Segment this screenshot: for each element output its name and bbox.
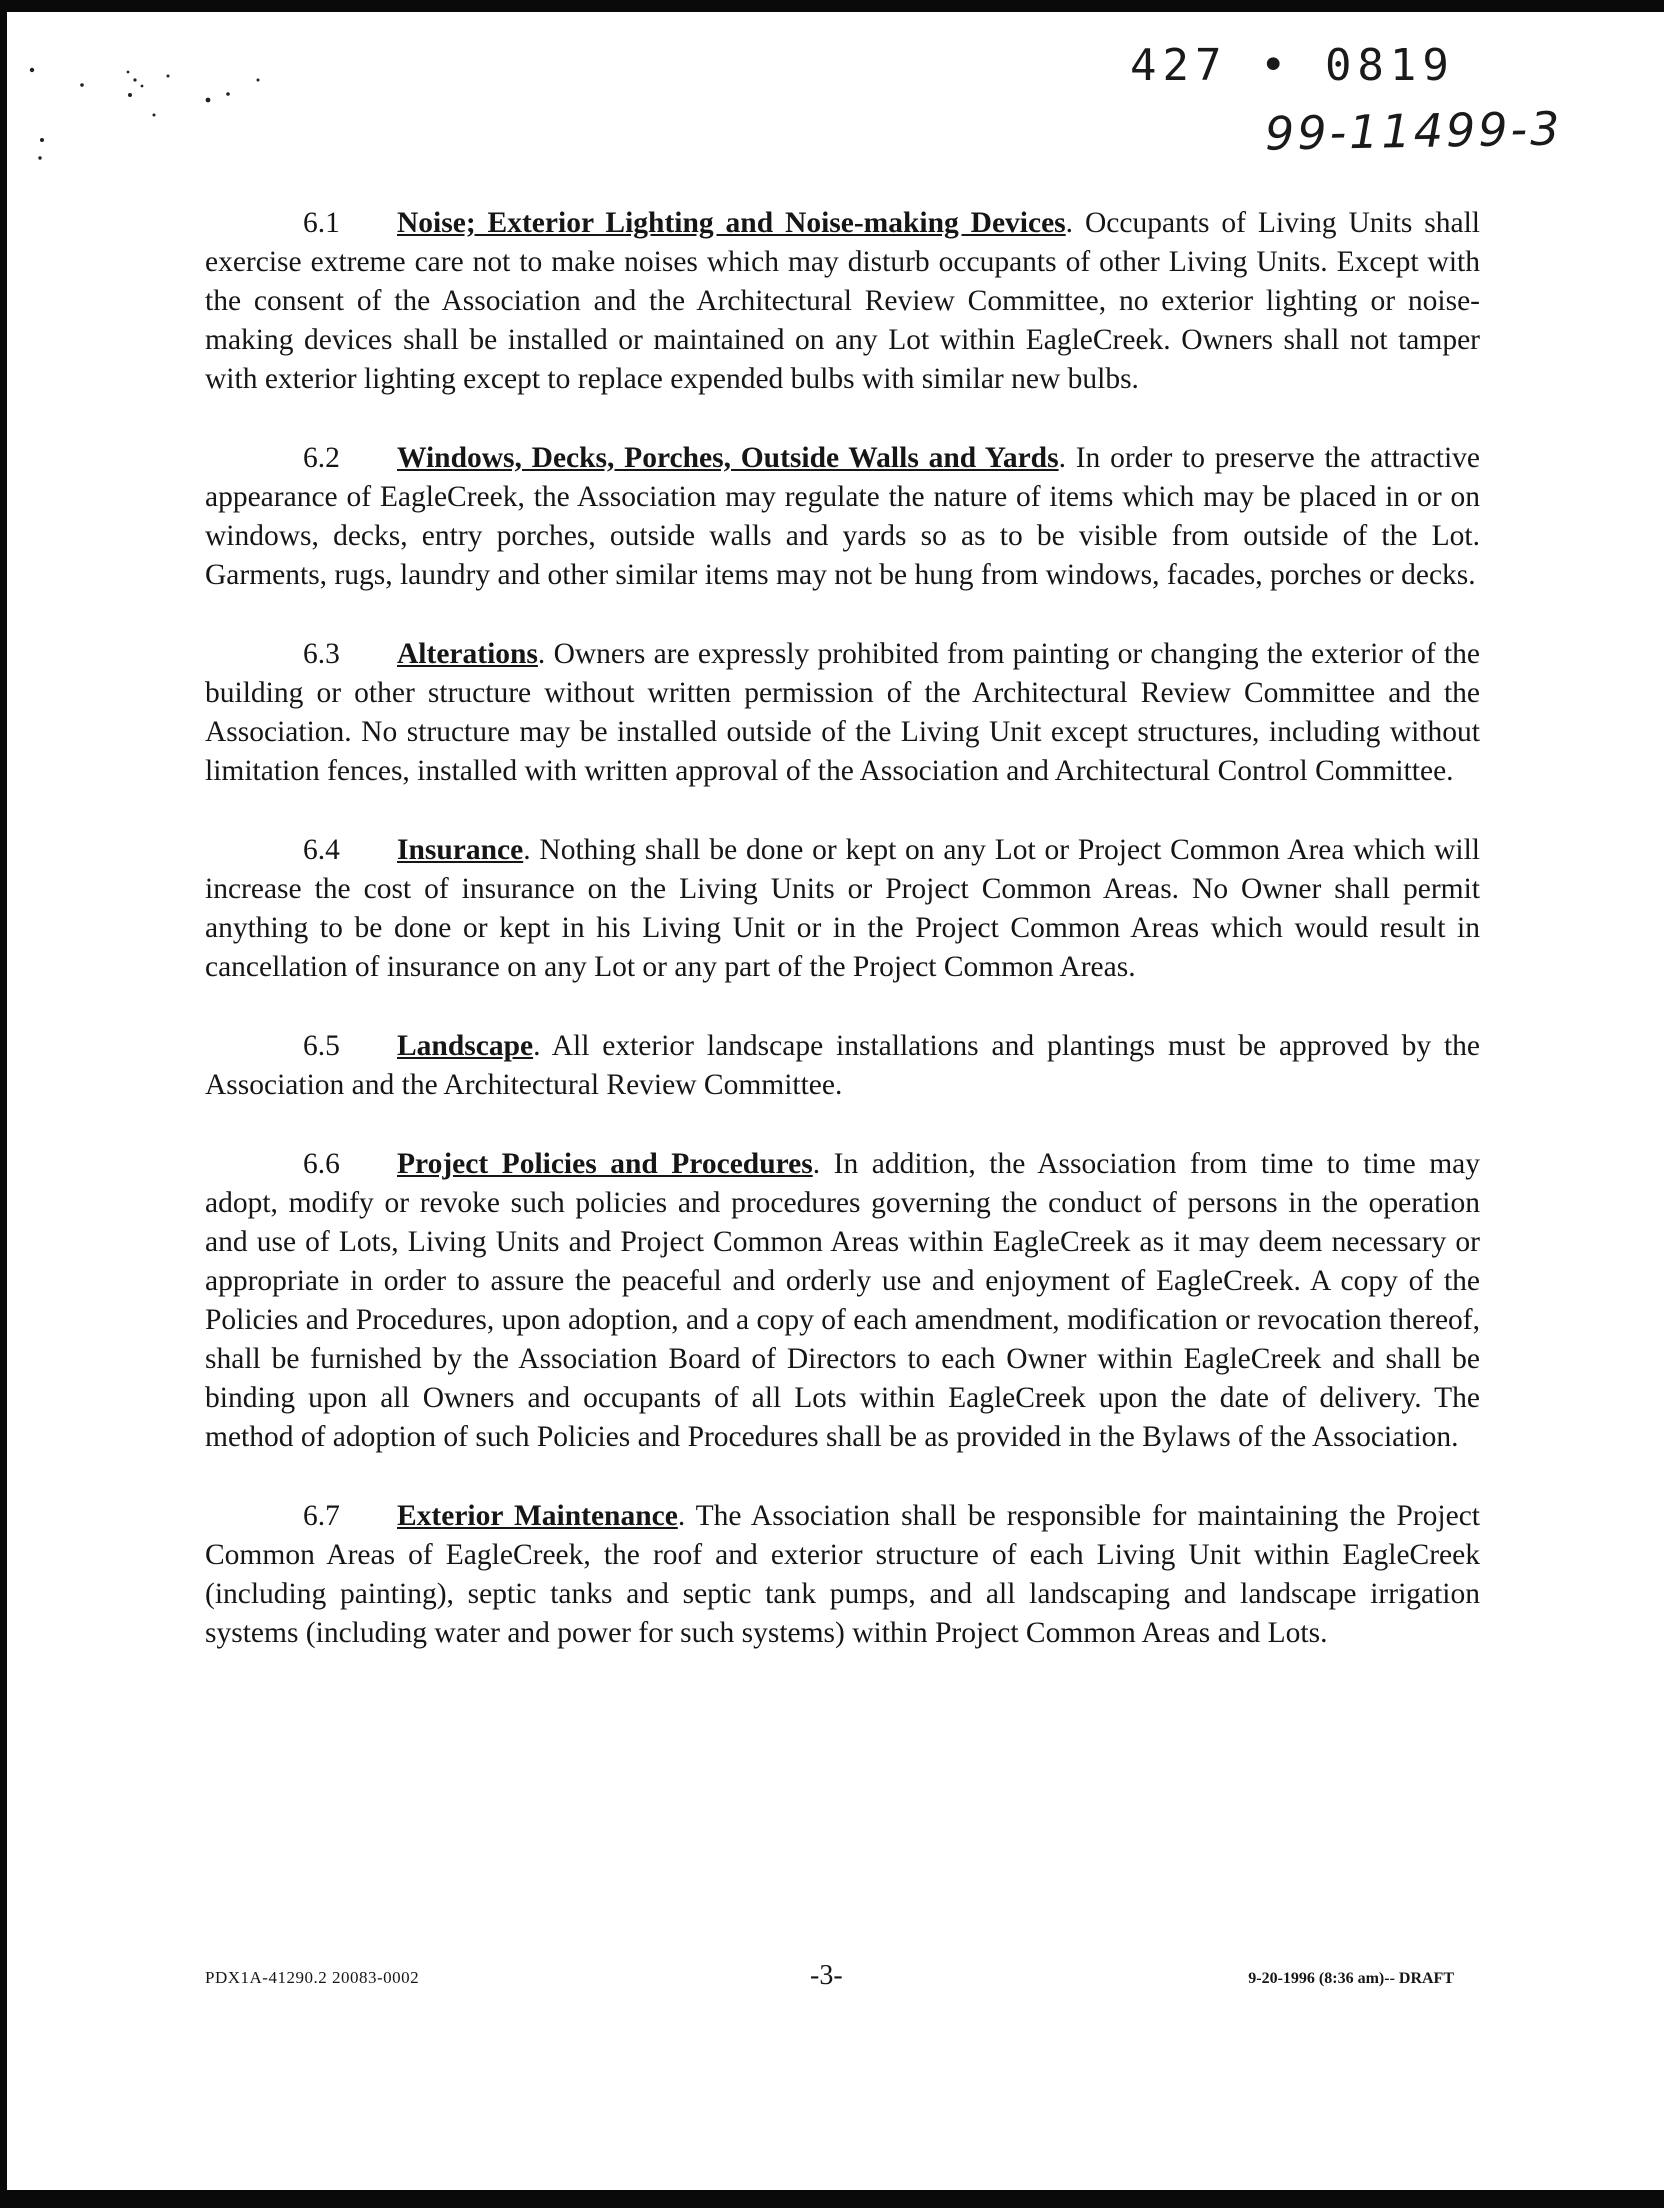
section-6-3: 6.3 Alterations. Owners are expressly prohibited from painting or changing the exterior of the building or other structure without written permission of the Architectural Review Committee and the Association. No structure may be installed outside of the Living Unit except structures, including without limitation fences, installed with written approval of the Association and Architectural Control Committee. bbox=[205, 635, 1480, 791]
section-6-6: 6.6 Project Policies and Procedures. In addition, the Association from time to time may adopt, modify or revoke such policies and procedures governing the conduct of persons in the operation and use of Lots, Living Units and Project Common Areas within EagleCreek as it may deem necessary or appropriate in order to assure the peaceful and orderly use and enjoyment of EagleCreek. A copy of the Policies and Procedures, upon adoption, and a copy of each amendment, modification or revocation thereof, shall be furnished by the Association Board of Directors to each Owner within EagleCreek and shall be binding upon all Owners and occupants of all Lots within EagleCreek upon the date of delivery. The method of adoption of such Policies and Procedures shall be as provided in the Bylaws of the Association. bbox=[205, 1145, 1480, 1457]
section-heading: Alterations bbox=[397, 638, 538, 670]
footer-date-status: 9-20-1996 (8:36 am)-- DRAFT bbox=[1248, 1970, 1454, 1987]
section-number: 6.3 bbox=[303, 638, 340, 670]
section-6-5: 6.5 Landscape. All exterior landscape installations and plantings must be approved by the Association and the Architectural Review Committee. bbox=[205, 1027, 1480, 1105]
section-number: 6.7 bbox=[303, 1500, 340, 1532]
section-heading: Landscape bbox=[397, 1030, 534, 1062]
section-text: Nothing shall be done or kept on any Lot or Project Common Area which will increase the cost of insurance on the Living Units or Project Common Areas. No Owner shall permit anything to be done or kept in his Living Unit or in the Project Common Areas which would result in cancellation of insurance on any Lot or any part of the Project Common Areas. bbox=[205, 834, 1481, 983]
document-stamp-number: 427 • 0819 bbox=[1130, 40, 1455, 91]
section-text: In addition, the Association from time to time may adopt, modify or revoke such policies and procedures governing the conduct of persons in the operation and use of Lots, Living Units and Project Common Areas within EagleCreek as it may deem necessary or appropriate in order to assure the peaceful and orderly use and enjoyment of EagleCreek. A copy of the Policies and Procedures, upon adoption, and a copy of each amendment, modification or revocation thereof, shall be furnished by the Association Board of Directors to each Owner within EagleCreek and shall be binding upon all Owners and occupants of all Lots within EagleCreek upon the date of delivery. The method of adoption of such Policies and Procedures shall be as provided in the Bylaws of the Association. bbox=[205, 1148, 1480, 1453]
scan-border-left bbox=[0, 0, 7, 2208]
section-text: The Association shall be responsible for maintaining the Project Common Areas of EagleCreek, the roof and exterior structure of each Living Unit within EagleCreek (including painting), septic tanks and septic tank pumps, and all landscaping and landscape irrigation systems (including water and power for such systems) within Project Common Areas and Lots. bbox=[205, 1500, 1480, 1649]
document-body bbox=[205, 204, 1480, 1693]
scan-border-bottom bbox=[0, 2190, 1664, 2208]
section-heading: Windows, Decks, Porches, Outside Walls and Yards bbox=[397, 442, 1059, 474]
section-number: 6.4 bbox=[303, 834, 340, 866]
scan-speckles bbox=[20, 50, 280, 170]
footer-page-number: -3- bbox=[810, 1960, 843, 1991]
scan-border-top bbox=[0, 0, 1664, 12]
section-heading: Exterior Maintenance bbox=[397, 1500, 678, 1532]
section-6-1: 6.1 Noise; Exterior Lighting and Noise-making Devices. Occupants of Living Units shall exercise extreme care not to make noises which may disturb occupants of other Living Units. Except with the consent of the Association and the Architectural Review Committee, no exterior lighting or noise-making devices shall be installed or maintained on any Lot within EagleCreek. Owners shall not tamper with exterior lighting except to replace expended bulbs with similar new bulbs. bbox=[205, 204, 1480, 399]
handwritten-reference-number: 99-11499-3 bbox=[1264, 101, 1563, 161]
section-text: All exterior landscape installations and plantings must be approved by the Association and the Architectural Review Committee. bbox=[205, 1030, 1480, 1101]
footer-document-id: PDX1A-41290.2 20083-0002 bbox=[205, 1968, 420, 1987]
section-text: Occupants of Living Units shall exercise extreme care not to make noises which may disturb occupants of other Living Units. Except with the consent of the Association and the Architectural Review Committee, no exterior lighting or noise-making devices shall be installed or maintained on any Lot within EagleCreek. Owners shall not tamper with exterior lighting except to replace expended bulbs with similar new bulbs. bbox=[205, 207, 1481, 395]
section-6-2: 6.2 Windows, Decks, Porches, Outside Walls and Yards. In order to preserve the attractive appearance of EagleCreek, the Association may regulate the nature of items which may be placed in or on windows, decks, entry porches, outside walls and yards so as to be visible from outside of the Lot. Garments, rugs, laundry and other similar items may not be hung from windows, facades, porches or decks. bbox=[205, 439, 1480, 595]
section-heading: Insurance bbox=[397, 834, 524, 866]
section-heading: Project Policies and Procedures bbox=[397, 1148, 813, 1180]
section-6-4: 6.4 Insurance. Nothing shall be done or kept on any Lot or Project Common Area which will increase the cost of insurance on the Living Units or Project Common Areas. No Owner shall permit anything to be done or kept in his Living Unit or in the Project Common Areas which would result in cancellation of insurance on any Lot or any part of the Project Common Areas. bbox=[205, 831, 1480, 987]
section-number: 6.5 bbox=[303, 1030, 340, 1062]
section-heading: Noise; Exterior Lighting and Noise-making Devices bbox=[397, 207, 1066, 239]
section-text: Owners are expressly prohibited from painting or changing the exterior of the building or other structure without written permission of the Architectural Review Committee and the Association. No structure may be installed outside of the Living Unit except structures, including without limitation fences, installed with written approval of the Association and Architectural Control Committee. bbox=[205, 638, 1480, 787]
section-number: 6.6 bbox=[303, 1148, 340, 1180]
section-number: 6.2 bbox=[303, 442, 340, 474]
section-text: In order to preserve the attractive appearance of EagleCreek, the Association may regulate the nature of items which may be placed in or on windows, decks, entry porches, outside walls and yards so as to be visible from outside of the Lot. Garments, rugs, laundry and other similar items may not be hung from windows, facades, porches or decks. bbox=[205, 442, 1481, 591]
section-6-7: 6.7 Exterior Maintenance. The Association shall be responsible for maintaining the Project Common Areas of EagleCreek, the roof and exterior structure of each Living Unit within EagleCreek (including painting), septic tanks and septic tank pumps, and all landscaping and landscape irrigation systems (including water and power for such systems) within Project Common Areas and Lots. bbox=[205, 1497, 1480, 1653]
section-number: 6.1 bbox=[303, 207, 340, 239]
